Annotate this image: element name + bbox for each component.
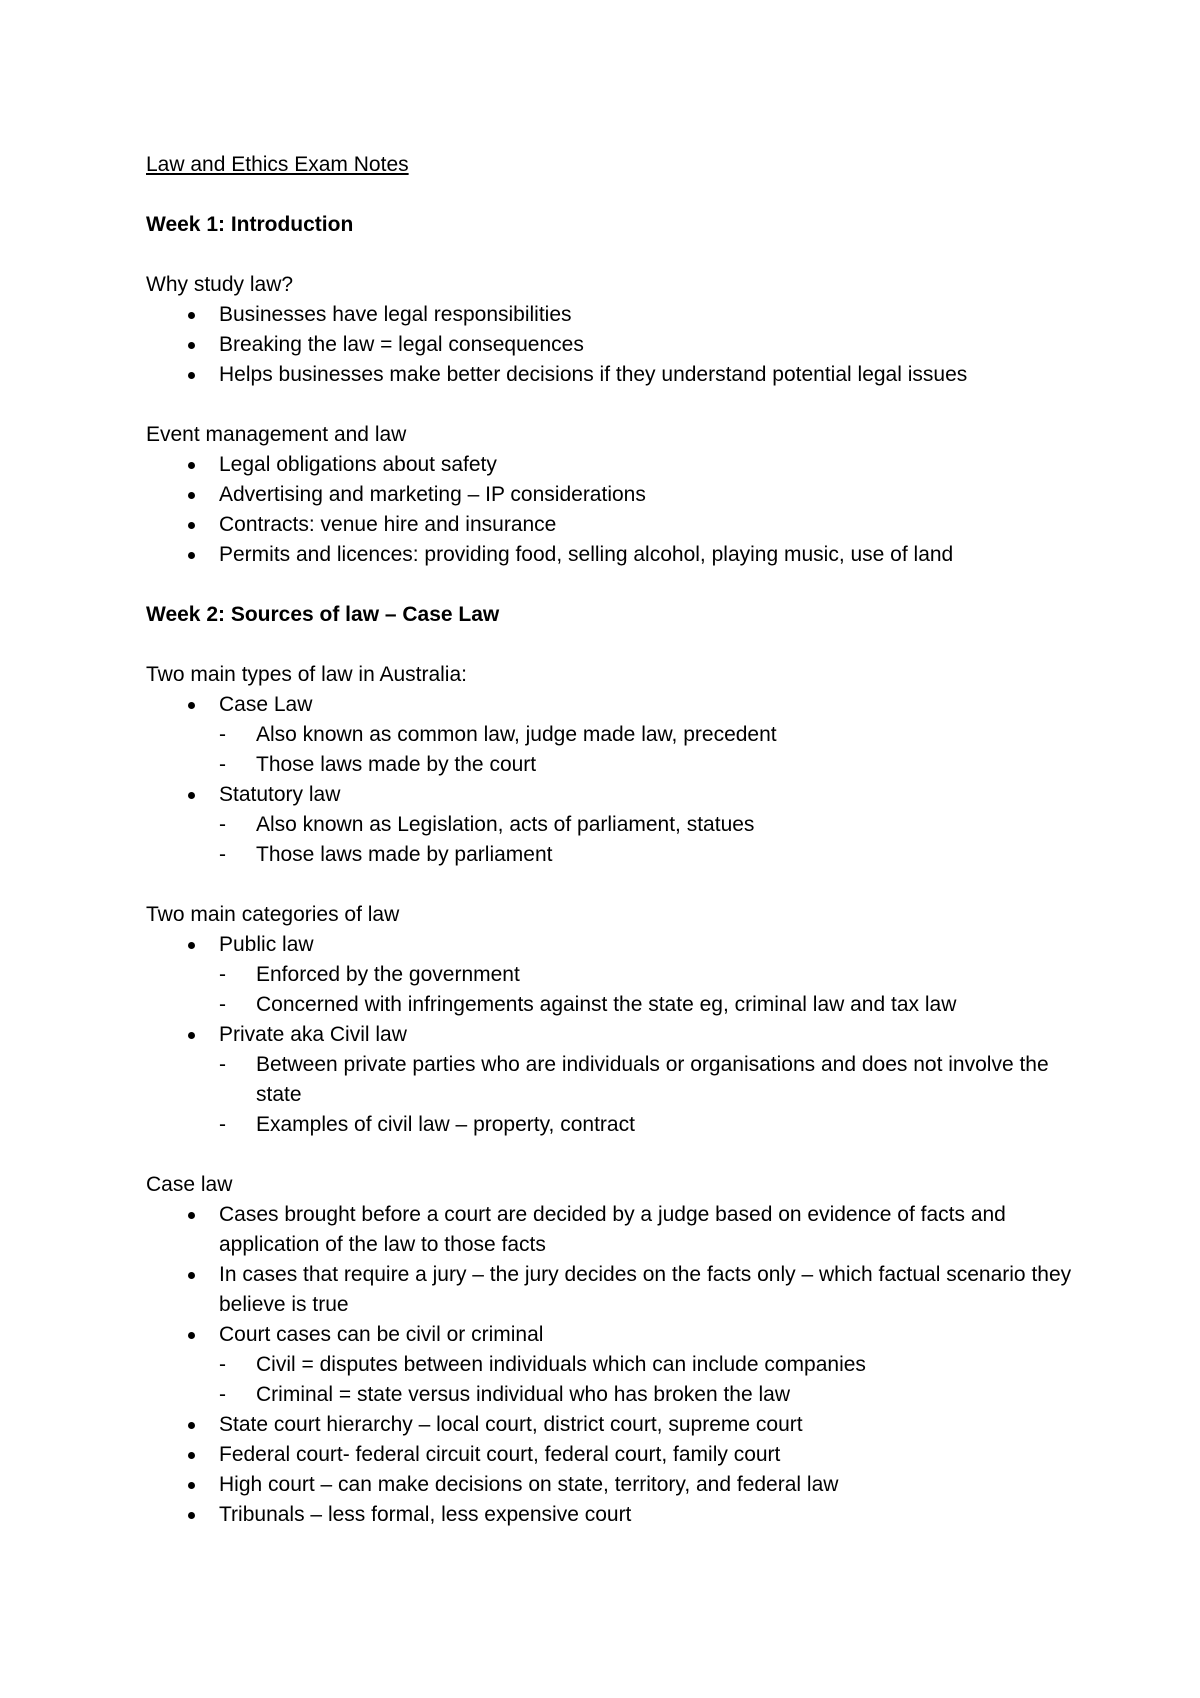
list-item — [146, 480, 1076, 510]
sub-list-item-text: Enforced by the government — [256, 963, 520, 986]
bullet-icon — [188, 492, 195, 499]
bullet-icon — [188, 1452, 195, 1459]
dash-icon: - — [219, 963, 226, 986]
sub-list-item-text: Those laws made by the court — [256, 753, 537, 776]
bullet-icon — [188, 942, 195, 949]
sub-list — [219, 960, 1076, 1020]
sub-list-item — [219, 840, 1076, 870]
dash-icon: - — [219, 1113, 226, 1136]
sub-list — [219, 720, 1076, 780]
list-item-text: State court hierarchy – local court, district court, supreme court — [219, 1413, 803, 1436]
bullet-icon — [188, 312, 195, 319]
sub-list-item — [219, 720, 1076, 750]
bullet-icon — [188, 552, 195, 559]
sub-list-item-text: Also known as Legislation, acts of parliament, statues — [256, 813, 755, 836]
document-page — [146, 150, 1076, 1530]
list-item — [146, 690, 1076, 780]
list-item-text: Permits and licences: providing food, selling alcohol, playing music, use of land — [219, 543, 954, 566]
case-law-label: Case law — [146, 1173, 233, 1196]
bullet-icon — [188, 1032, 195, 1039]
sub-list-item — [219, 1050, 1076, 1110]
sub-list-item — [219, 960, 1076, 990]
dash-icon: - — [219, 723, 226, 746]
spacer — [146, 630, 1076, 660]
sub-list-item — [219, 1110, 1076, 1140]
sub-list-item — [219, 810, 1076, 840]
categories-of-law-label: Two main categories of law — [146, 903, 400, 926]
list-item — [146, 540, 1076, 570]
list-item — [146, 1020, 1076, 1140]
bullet-icon — [188, 1212, 195, 1219]
sub-list-item-text: Civil = disputes between individuals which can include companies — [256, 1353, 866, 1376]
categories-of-law-list — [146, 930, 1076, 1140]
sub-list-item-text: Examples of civil law – property, contract — [256, 1113, 635, 1136]
sub-list-item-text: Also known as common law, judge made law, precedent — [256, 723, 777, 746]
dash-icon: - — [219, 1053, 226, 1076]
bullet-icon — [188, 462, 195, 469]
list-item — [146, 300, 1076, 330]
sub-list — [219, 1350, 1076, 1410]
list-item — [146, 780, 1076, 870]
dash-icon: - — [219, 993, 226, 1016]
list-item-text: In cases that require a jury – the jury decides on the facts only – which factual scenario they believe is true — [219, 1263, 1072, 1316]
week2-heading: Week 2: Sources of law – Case Law — [146, 603, 500, 626]
sub-list-item-text: Concerned with infringements against the state eg, criminal law and tax law — [256, 993, 957, 1016]
sub-list-item — [219, 990, 1076, 1020]
list-item — [146, 1320, 1076, 1410]
list-item — [146, 1440, 1076, 1470]
types-of-law-list — [146, 690, 1076, 870]
types-of-law-label: Two main types of law in Australia: — [146, 663, 467, 686]
spacer — [146, 1140, 1076, 1170]
list-item-text: Statutory law — [219, 783, 341, 806]
why-study-list — [146, 300, 1076, 390]
bullet-icon — [188, 1512, 195, 1519]
list-item-text: Private aka Civil law — [219, 1023, 407, 1046]
list-item-text: Legal obligations about safety — [219, 453, 497, 476]
list-item — [146, 1200, 1076, 1260]
list-item — [146, 510, 1076, 540]
spacer — [146, 570, 1076, 600]
week1-heading: Week 1: Introduction — [146, 213, 354, 236]
bullet-icon — [188, 342, 195, 349]
list-item-text: Case Law — [219, 693, 313, 716]
sub-list — [219, 1050, 1076, 1140]
case-law-list — [146, 1200, 1076, 1530]
dash-icon: - — [219, 1383, 226, 1406]
bullet-icon — [188, 792, 195, 799]
sub-list-item-text: Those laws made by parliament — [256, 843, 553, 866]
sub-list-item — [219, 1350, 1076, 1380]
event-management-label: Event management and law — [146, 423, 407, 446]
list-item-text: Public law — [219, 933, 314, 956]
document-title: Law and Ethics Exam Notes — [146, 153, 409, 176]
bullet-icon — [188, 1272, 195, 1279]
list-item-text: Tribunals – less formal, less expensive court — [219, 1503, 632, 1526]
list-item-text: Helps businesses make better decisions if they understand potential legal issues — [219, 363, 968, 386]
list-item — [146, 930, 1076, 1020]
sub-list — [219, 810, 1076, 870]
bullet-icon — [188, 1332, 195, 1339]
bullet-icon — [188, 372, 195, 379]
bullet-icon — [188, 1482, 195, 1489]
bullet-icon — [188, 1422, 195, 1429]
list-item-text: Court cases can be civil or criminal — [219, 1323, 544, 1346]
list-item — [146, 450, 1076, 480]
event-management-list — [146, 450, 1076, 570]
list-item-text: Businesses have legal responsibilities — [219, 303, 572, 326]
dash-icon: - — [219, 813, 226, 836]
dash-icon: - — [219, 1353, 226, 1376]
list-item — [146, 1260, 1076, 1320]
sub-list-item — [219, 750, 1076, 780]
list-item-text: Cases brought before a court are decided by a judge based on evidence of facts and application of the law to those facts — [219, 1203, 1006, 1256]
list-item — [146, 1470, 1076, 1500]
list-item — [146, 1410, 1076, 1440]
list-item — [146, 360, 1076, 390]
list-item — [146, 330, 1076, 360]
spacer — [146, 240, 1076, 270]
list-item-text: High court – can make decisions on state, territory, and federal law — [219, 1473, 839, 1496]
bullet-icon — [188, 522, 195, 529]
list-item-text: Advertising and marketing – IP considerations — [219, 483, 646, 506]
spacer — [146, 180, 1076, 210]
dash-icon: - — [219, 753, 226, 776]
sub-list-item-text: Criminal = state versus individual who has broken the law — [256, 1383, 791, 1406]
list-item-text: Breaking the law = legal consequences — [219, 333, 584, 356]
dash-icon: - — [219, 843, 226, 866]
spacer — [146, 870, 1076, 900]
sub-list-item-text: Between private parties who are individuals or organisations and does not involve the state — [256, 1053, 1049, 1106]
list-item-text: Contracts: venue hire and insurance — [219, 513, 557, 536]
spacer — [146, 390, 1076, 420]
bullet-icon — [188, 702, 195, 709]
why-study-label: Why study law? — [146, 273, 294, 296]
sub-list-item — [219, 1380, 1076, 1410]
list-item-text: Federal court- federal circuit court, federal court, family court — [219, 1443, 781, 1466]
list-item — [146, 1500, 1076, 1530]
